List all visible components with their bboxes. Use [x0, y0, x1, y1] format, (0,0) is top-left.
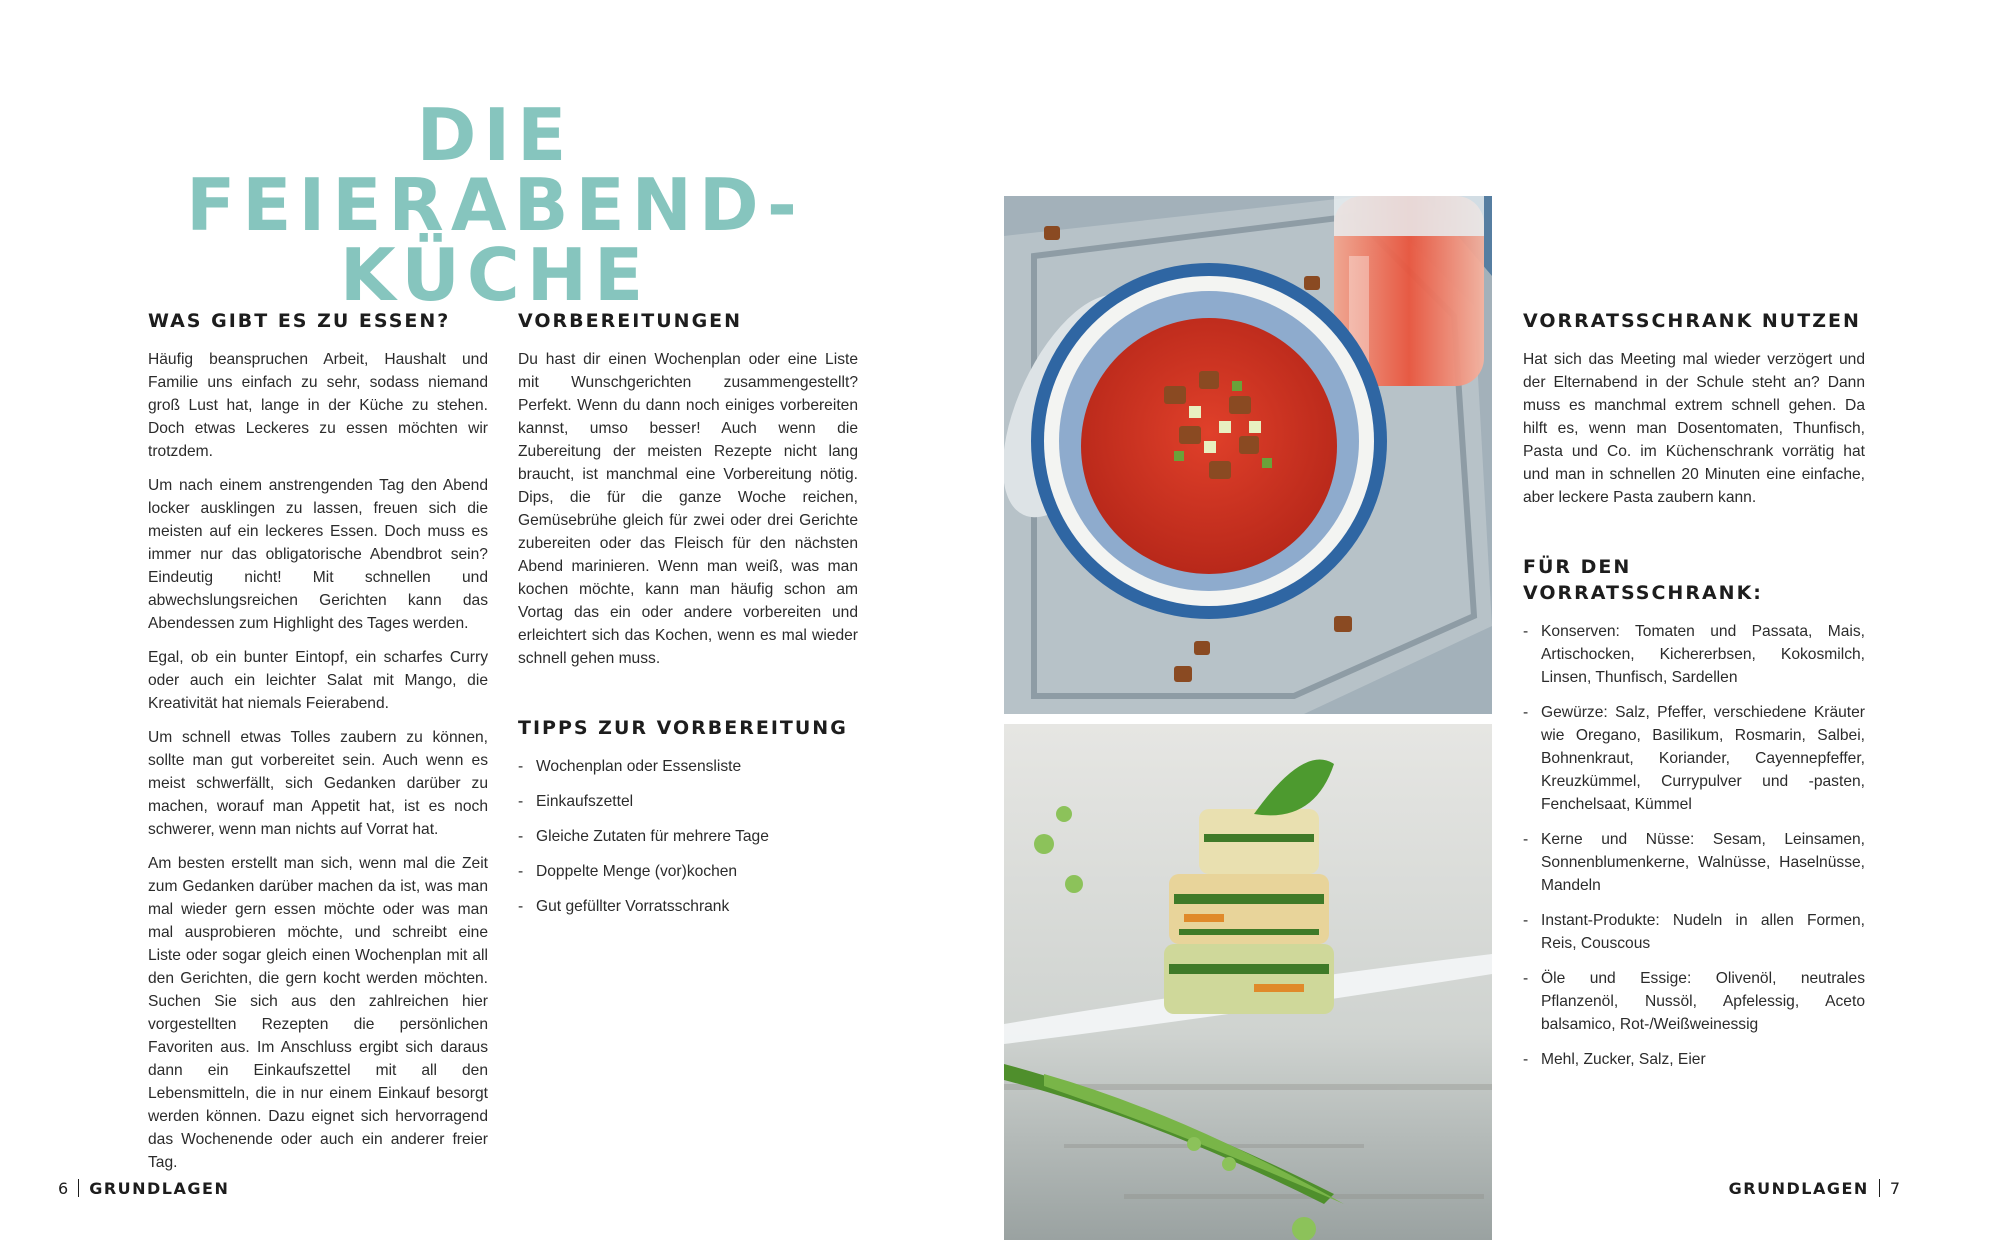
- column-right: [1523, 308, 1865, 1083]
- list-item: - Einkaufszettel: [518, 790, 858, 813]
- vegetable-frittata-photo: [1004, 724, 1492, 1240]
- dash-bullet: -: [1523, 831, 1529, 848]
- paragraph: Häufig beanspruchen Arbeit, Haushalt und Familie uns einfach zu sehr, sodass niemand groß Lust hat, lange in der Küche zu stehen. Doch etwas Leckeres zu essen möchten wir trotzdem.: [148, 351, 488, 460]
- section-heading-essen: WAS GIBT ES ZU ESSEN?: [148, 310, 451, 332]
- title-line-1: DIE FEIERABEND-: [186, 93, 804, 247]
- paragraph: Du hast dir einen Wochenplan oder eine Liste mit Wunschgerichten zusammengestellt? Perfekt. Wenn du dann noch einiges vorbereiten kannst, umso besser! Auch wenn die Zubereitung der meisten Rezepte nicht lang braucht, ist manchmal eine Vorbereitung nötig. Dips, die für die ganze Woche reichen, Gemüsebrühe gleich für zwei oder drei Gerichte zubereiten oder das Fleisch für den nächsten Abend marinieren. Wenn man weiß, was man kochen möchte, kann man häufig schon am Vortag das ein oder andere vorbereiten und erleichtert sich das Kochen, wenn es mal wieder schnell gehen muss.: [518, 351, 858, 667]
- tips-list: [518, 755, 858, 918]
- paragraph: Um nach einem anstrengenden Tag den Abend locker ausklingen zu lassen, freuen sich die meisten auf ein leckeres Essen. Doch muss es immer nur das obligatorische Abendbrot sein? Eindeutig nicht! Mit schnellen und abwechslungsreichen Gerichten kann das Abendessen zum Highlight des Tages werden.: [148, 477, 488, 632]
- page-title: [130, 93, 860, 317]
- dash-bullet: -: [518, 828, 524, 845]
- section-heading-vorratsschrank: VORRATSSCHRANK NUTZEN: [1523, 310, 1861, 332]
- list-item: - Mehl, Zucker, Salz, Eier: [1523, 1048, 1865, 1071]
- list-item: - Doppelte Menge (vor)kochen: [518, 860, 858, 883]
- list-item: - Konserven: Tomaten und Passata, Mais, Artischocken, Kichererbsen, Kokosmilch, Linsen, Thunfisch, Sardellen: [1523, 620, 1865, 689]
- column-left: [148, 308, 488, 1185]
- footer-right: [1729, 1178, 1900, 1200]
- list-item: - Gewürze: Salz, Pfeffer, verschiedene Kräuter wie Oregano, Basilikum, Rosmarin, Salbei, Bohnenkraut, Koriander, Cayennepfeffer, Kreuzkümmel, Currypulver und -pasten, Fenchelsaat, Kümmel: [1523, 701, 1865, 816]
- dash-bullet: -: [1523, 970, 1529, 987]
- paragraph: Um schnell etwas Tolles zaubern zu können, sollte man gut vorbereitet sein. Auch wenn es meist schwerfällt, sich Gedanken darüber zu machen, worauf man Appetit hat, ist es noch schwerer, wenn man nichts auf Vorrat hat.: [148, 729, 488, 838]
- list-item: - Öle und Essige: Olivenöl, neutrales Pflanzenöl, Nussöl, Apfelessig, Aceto balsamico, Rot-/Weißweinessig: [1523, 967, 1865, 1036]
- paragraph: Hat sich das Meeting mal wieder verzögert und der Elternabend in der Schule steht an? Dann muss es manchmal extrem schnell gehen. Da hilft es, wenn man Dosentomaten, Thunfisch, Pasta und Co. im Küchenschrank vorrätig hat und man in schnellen 20 Minuten eine einfache, aber leckere Pasta zaubern kann.: [1523, 351, 1865, 506]
- footer-divider: [1879, 1179, 1880, 1197]
- list-item: - Wochenplan oder Essensliste: [518, 755, 858, 778]
- dash-bullet: -: [518, 793, 524, 810]
- list-item: - Kerne und Nüsse: Sesam, Leinsamen, Sonnenblumenkerne, Walnüsse, Haselnüsse, Mandeln: [1523, 828, 1865, 897]
- dash-bullet: -: [518, 863, 524, 880]
- dash-bullet: -: [1523, 912, 1529, 929]
- dash-bullet: -: [1523, 623, 1529, 640]
- paragraph: Egal, ob ein bunter Eintopf, ein scharfes Curry oder auch ein leichter Salat mit Mango, die Kreativität hat niemals Feierabend.: [148, 649, 488, 712]
- section-heading-tipps: TIPPS ZUR VORBEREITUNG: [518, 717, 848, 739]
- paragraph: Am besten erstellt man sich, wenn mal die Zeit zum Gedanken darüber machen da ist, was man mal wieder gern essen möchte oder was man mal ausprobieren möchte, und schreibt eine Liste oder sogar gleich einen Wochenplan mit all den Gerichten, die gern kocht werden möchten. Suchen Sie sich aus den zahlreichen hier vorgestellten Rezepten die persönlichen Favoriten aus. Im Anschluss ergibt sich daraus dann ein Einkaufszettel mit all den Lebensmitteln, die in nur einem Einkauf besorgt werden können. Dazu eignet sich hervorragend das Wochenende oder auch ein anderer freier Tag.: [148, 855, 488, 1171]
- list-item: - Instant-Produkte: Nudeln in allen Formen, Reis, Couscous: [1523, 909, 1865, 955]
- pantry-list: [1523, 620, 1865, 1071]
- footer-left: [58, 1178, 229, 1200]
- dash-bullet: -: [1523, 1051, 1529, 1068]
- title-line-2: KÜCHE: [339, 233, 651, 317]
- gazpacho-bowl-photo: [1004, 196, 1492, 714]
- section-label-left: GRUNDLAGEN: [89, 1179, 230, 1198]
- section-heading-vorbereitungen: VORBEREITUNGEN: [518, 310, 743, 332]
- page-number-right: 7: [1889, 1179, 1900, 1198]
- footer-divider: [78, 1179, 79, 1197]
- section-heading-fuer-vorratsschrank: FÜR DEN VORRATSSCHRANK:: [1523, 556, 1763, 604]
- column-middle: [518, 308, 858, 930]
- list-item: - Gut gefüllter Vorratsschrank: [518, 895, 858, 918]
- list-item: - Gleiche Zutaten für mehrere Tage: [518, 825, 858, 848]
- section-label-right: GRUNDLAGEN: [1728, 1179, 1869, 1198]
- page-number-left: 6: [58, 1179, 69, 1198]
- dash-bullet: -: [518, 758, 524, 775]
- dash-bullet: -: [1523, 704, 1529, 721]
- dash-bullet: -: [518, 898, 524, 915]
